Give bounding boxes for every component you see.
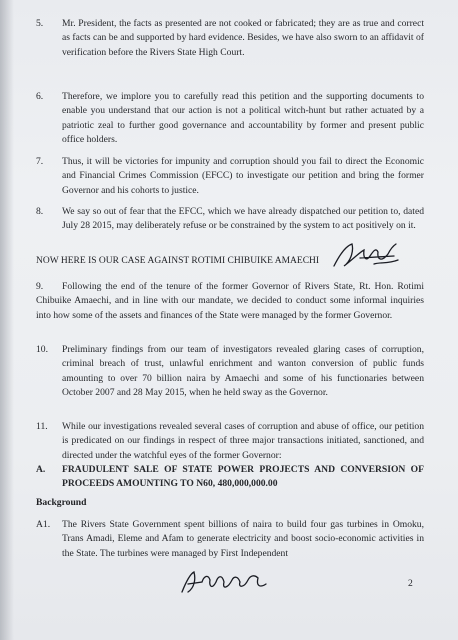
paragraph-text: Following the end of the tenure of the former Governor of Rivers State, Rt. Hon. Rotimi Chibuike Amaechi, and in line with our mandate, we decided to conduct some informal inquiries into how some of the assets and finances of the State were managed by the former Governor. — [36, 281, 424, 321]
paragraph-text: Mr. President, the facts as presented are not cooked or fabricated; they are as true and correct as facts can be and supported by hard evidence. Besides, we have also sworn to an affidavit of verification before the Rivers State High Court. — [62, 18, 424, 58]
paragraph-text: We say so out of fear that the EFCC, which we have already dispatched our petition to, dated July 28 2015, may deliberately refuse or be constrained by the system to act positively on it. — [62, 206, 424, 232]
paragraph-number: 7. — [36, 156, 44, 167]
paragraph-text: Thus, it will be victories for impunity and corruption should you fail to direct the Economic and Financial Crimes Commission (EFCC) to investigate our petition and bring the former Governor and his cohorts to justice. — [62, 156, 424, 196]
paragraph-number: 8. — [36, 206, 44, 217]
case-heading: NOW HERE IS OUR CASE AGAINST ROTIMI CHIBUIKE AMAECHI — [36, 256, 320, 266]
section-letter: A. — [36, 464, 46, 475]
paragraph-number: 10. — [36, 344, 48, 355]
signature — [330, 240, 402, 272]
paragraph-number: 9. — [36, 281, 44, 292]
paragraph-text: Therefore, we implore you to carefully read this petition and the supporting documents to enable you understand that our action is not a political witch-hunt but rather actuated by a patriotic zeal to further good governance and accountability by former and present public office holders. — [62, 91, 424, 146]
section-title: FRAUDULENT SALE OF STATE POWER PROJECTS AND CONVERSION OF PROCEEDS AMOUNTING TO N60, 480,000,000.00 — [62, 464, 424, 489]
paragraph-text: Preliminary findings from our team of investigators revealed glaring cases of corruption, criminal breach of trust, unlawful enrichment and wanton conversion of public funds amounting to over 70 billion naira by Amaechi and some of his functionaries between October 2007 and 28 May 2015, when he held sway as the Governor. — [62, 344, 424, 399]
bottom-signature — [176, 568, 272, 598]
paragraph-number: 11. — [36, 421, 48, 432]
paragraph-number: 6. — [36, 91, 44, 102]
paragraph-text: While our investigations revealed several cases of corruption and abuse of office, our petition is predicated on our findings in respect of three major transactions initiated, sanctioned, and directed under the watchful eyes of the former Governor: — [62, 421, 424, 461]
paragraph-number: A1. — [36, 519, 51, 530]
paragraph-number: 5. — [36, 18, 44, 29]
background-heading: Background — [36, 497, 87, 508]
page-edge-shadow — [0, 0, 14, 640]
page-number: 2 — [408, 578, 413, 589]
paragraph-text: The Rivers State Government spent billions of naira to build four gas turbines in Omoku, Trans Amadi, Eleme and Afam to generate electricity and boost socio-economic activities in the State. The turbines were managed by First Independent — [62, 519, 424, 559]
